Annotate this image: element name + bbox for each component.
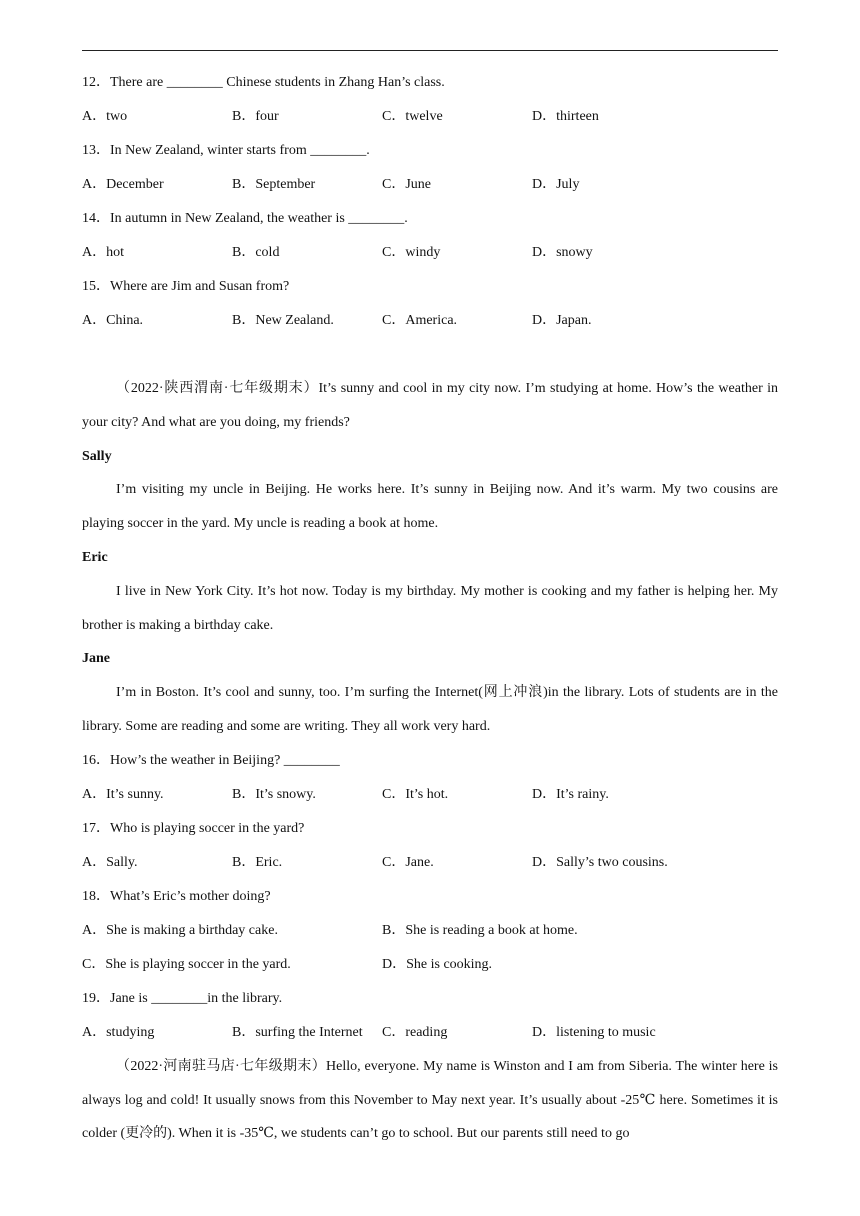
- speaker-sally: Sally: [82, 448, 112, 464]
- question-15-options: [82, 304, 778, 338]
- question-17-options: [82, 846, 778, 880]
- option-a: A．It’s sunny.: [82, 786, 164, 802]
- question-16-stem: 16．How’s the weather in Beijing? ________: [82, 752, 340, 768]
- option-a: A．She is making a birthday cake.: [82, 922, 278, 938]
- document-body: [82, 66, 778, 1151]
- option-b: B．September: [232, 177, 316, 192]
- question-16-options: [82, 778, 778, 812]
- option-b: B．surfing the Internet: [232, 1024, 363, 1040]
- option-c: C．She is playing soccer in the yard.: [82, 956, 291, 972]
- option-a: A．two: [82, 109, 128, 124]
- option-b: B．four: [232, 109, 279, 124]
- question-12-stem: 12．There are ________ Chinese students in Zhang Han’s class.: [82, 75, 445, 90]
- option-c: C．America.: [382, 313, 458, 328]
- passage-jane: I’m in Boston. It’s cool and sunny, too. I’m surfing the Internet(网上冲浪)in the library. Lots of students are in the library. Some are reading and some are writing. They all work very hard.: [82, 685, 778, 734]
- question-13-stem: 13．In New Zealand, winter starts from ________.: [82, 143, 370, 158]
- passage-2: （2022·河南驻马店·七年级期末）Hello, everyone. My name is Winston and I am from Siberia. The winter here is always log and cold! It usually snows from this November to May next year. It’s usually about -25℃ here. Sometimes it is colder (更冷的). When it is -35℃, we students can’t go to school. But our parents still need to go: [82, 1058, 778, 1142]
- speaker-eric: Eric: [82, 549, 108, 565]
- question-17-stem: 17．Who is playing soccer in the yard?: [82, 820, 305, 836]
- option-c: C．It’s hot.: [382, 786, 449, 802]
- option-a: A．Sally.: [82, 854, 138, 870]
- option-d: D．thirteen: [532, 109, 599, 124]
- question-18-stem: 18．What’s Eric’s mother doing?: [82, 888, 271, 904]
- option-d: D．Sally’s two cousins.: [532, 854, 668, 870]
- option-d: D．snowy: [532, 245, 593, 260]
- question-18-options-row1: [82, 914, 778, 948]
- option-b: B．It’s snowy.: [232, 786, 316, 802]
- option-c: C．twelve: [382, 109, 443, 124]
- option-b: B．Eric.: [232, 854, 283, 870]
- option-b: B．New Zealand.: [232, 313, 334, 328]
- question-19-options: [82, 1016, 778, 1050]
- question-15-stem: 15．Where are Jim and Susan from?: [82, 279, 290, 294]
- option-d: D．July: [532, 177, 580, 192]
- question-13-options: [82, 168, 778, 202]
- header-rule: [82, 50, 778, 51]
- question-14-stem: 14．In autumn in New Zealand, the weather is ________.: [82, 211, 408, 226]
- question-14-options: [82, 236, 778, 270]
- option-d: D．She is cooking.: [382, 956, 493, 972]
- option-a: A．hot: [82, 245, 124, 260]
- passage-intro: （2022·陕西渭南·七年级期末）It’s sunny and cool in my city now. I’m studying at home. How’s the weather in your city? And what are you doing, my friends?: [82, 381, 778, 430]
- option-d: D．It’s rainy.: [532, 786, 609, 802]
- option-c: C．reading: [382, 1024, 448, 1040]
- question-12-options: [82, 100, 778, 134]
- option-c: C．Jane.: [382, 854, 434, 870]
- question-18-options-row2: [82, 948, 778, 982]
- option-b: B．She is reading a book at home.: [382, 922, 578, 938]
- option-c: C．windy: [382, 245, 441, 260]
- option-b: B．cold: [232, 245, 280, 260]
- question-19-stem: 19．Jane is ________in the library.: [82, 990, 283, 1006]
- option-a: A．studying: [82, 1024, 155, 1040]
- passage-sally: I’m visiting my uncle in Beijing. He works here. It’s sunny in Beijing now. And it’s warm. My two cousins are playing soccer in the yard. My uncle is reading a book at home.: [82, 482, 778, 532]
- section-gap: [82, 338, 778, 372]
- option-d: D．Japan.: [532, 313, 592, 328]
- option-c: C．June: [382, 177, 431, 192]
- speaker-jane: Jane: [82, 651, 110, 667]
- option-a: A．December: [82, 177, 164, 192]
- passage-eric: I live in New York City. It’s hot now. Today is my birthday. My mother is cooking and my father is helping her. My brother is making a birthday cake.: [82, 583, 778, 633]
- option-d: D．listening to music: [532, 1024, 656, 1040]
- option-a: A．China.: [82, 313, 144, 328]
